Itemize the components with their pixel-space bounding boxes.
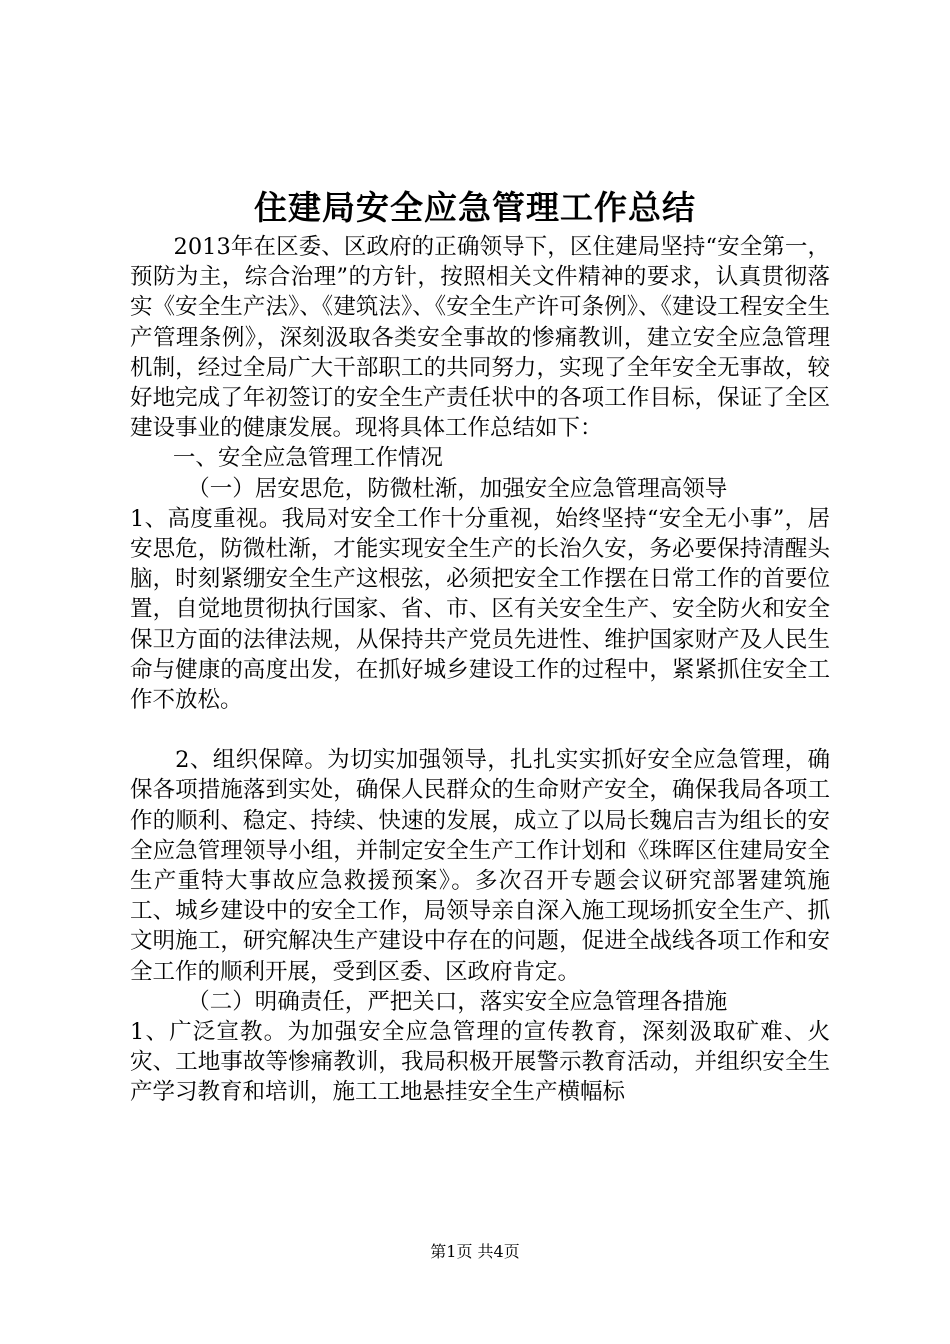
document-title: 住建局安全应急管理工作总结 <box>254 188 696 227</box>
document-body <box>130 232 830 1108</box>
paragraph-item-3: 1、广泛宣教。为加强安全应急管理的宣传教育，深刻汲取矿难、火灾、工地事故等惨痛教训，我局积极开展警示教育活动，并组织安全生产学习教育和培训，施工工地悬挂安全生产横幅标 <box>130 1019 830 1106</box>
section-heading-1: 一、安全应急管理工作情况 <box>130 445 443 472</box>
subsection-heading-2: （二）明确责任，严把关口，落实安全应急管理各措施 <box>130 988 728 1015</box>
page-number-footer: 第1页 共4页 <box>430 1242 520 1261</box>
paragraph-item-1: 1、高度重视。我局对安全工作十分重视，始终坚持“安全无小事”，居安思危，防微杜渐，才能实现安全生产的长治久安，务必要保持清醒头脑，时刻紧绷安全生产这根弦，必须把安全工作摆在日常工作的首要位置，自觉地贯彻执行国家、省、市、区有关安全生产、安全防火和安全保卫方面的法律法规，从保持共产党员先进性、维护国家财产及人民生命与健康的高度出发，在抓好城乡建设工作的过程中，紧紧抓住安全工作不放松。 <box>130 505 830 714</box>
paragraph-intro: 2013年在区委、区政府的正确领导下，区住建局坚持“安全第一，预防为主，综合治理”的方针，按照相关文件精神的要求，认真贯彻落实《安全生产法》、《建筑法》、《安全生产许可条例》、《建设工程安全生产管理条例》，深刻汲取各类安全事故的惨痛教训，建立安全应急管理机制，经过全局广大干部职工的共同努力，实现了全年安全无事故，较好地完成了年初签订的安全生产责任状中的各项工作目标，保证了全区建设事业的健康发展。现将具体工作总结如下： <box>130 234 830 442</box>
paragraph-item-2: 2、组织保障。为切实加强领导，扎扎实实抓好安全应急管理，确保各项措施落到实处，确保人民群众的生命财产安全，确保我局各项工作的顺利、稳定、持续、快速的发展，成立了以局长魏启吉为组长的安全应急管理领导小组，并制定安全生产工作计划和《珠晖区住建局安全生产重特大事故应急救援预案》。多次召开专题会议研究部署建筑施工、城乡建设中的安全工作，局领导亲自深入施工现场抓安全生产、抓文明施工，研究解决生产建设中存在的问题，促进全战线各项工作和安全工作的顺利开展，受到区委、区政府肯定。 <box>130 747 830 985</box>
subsection-heading-1: （一）居安思危，防微杜渐，加强安全应急管理高领导 <box>130 475 728 502</box>
paragraph-spacer <box>130 715 830 745</box>
